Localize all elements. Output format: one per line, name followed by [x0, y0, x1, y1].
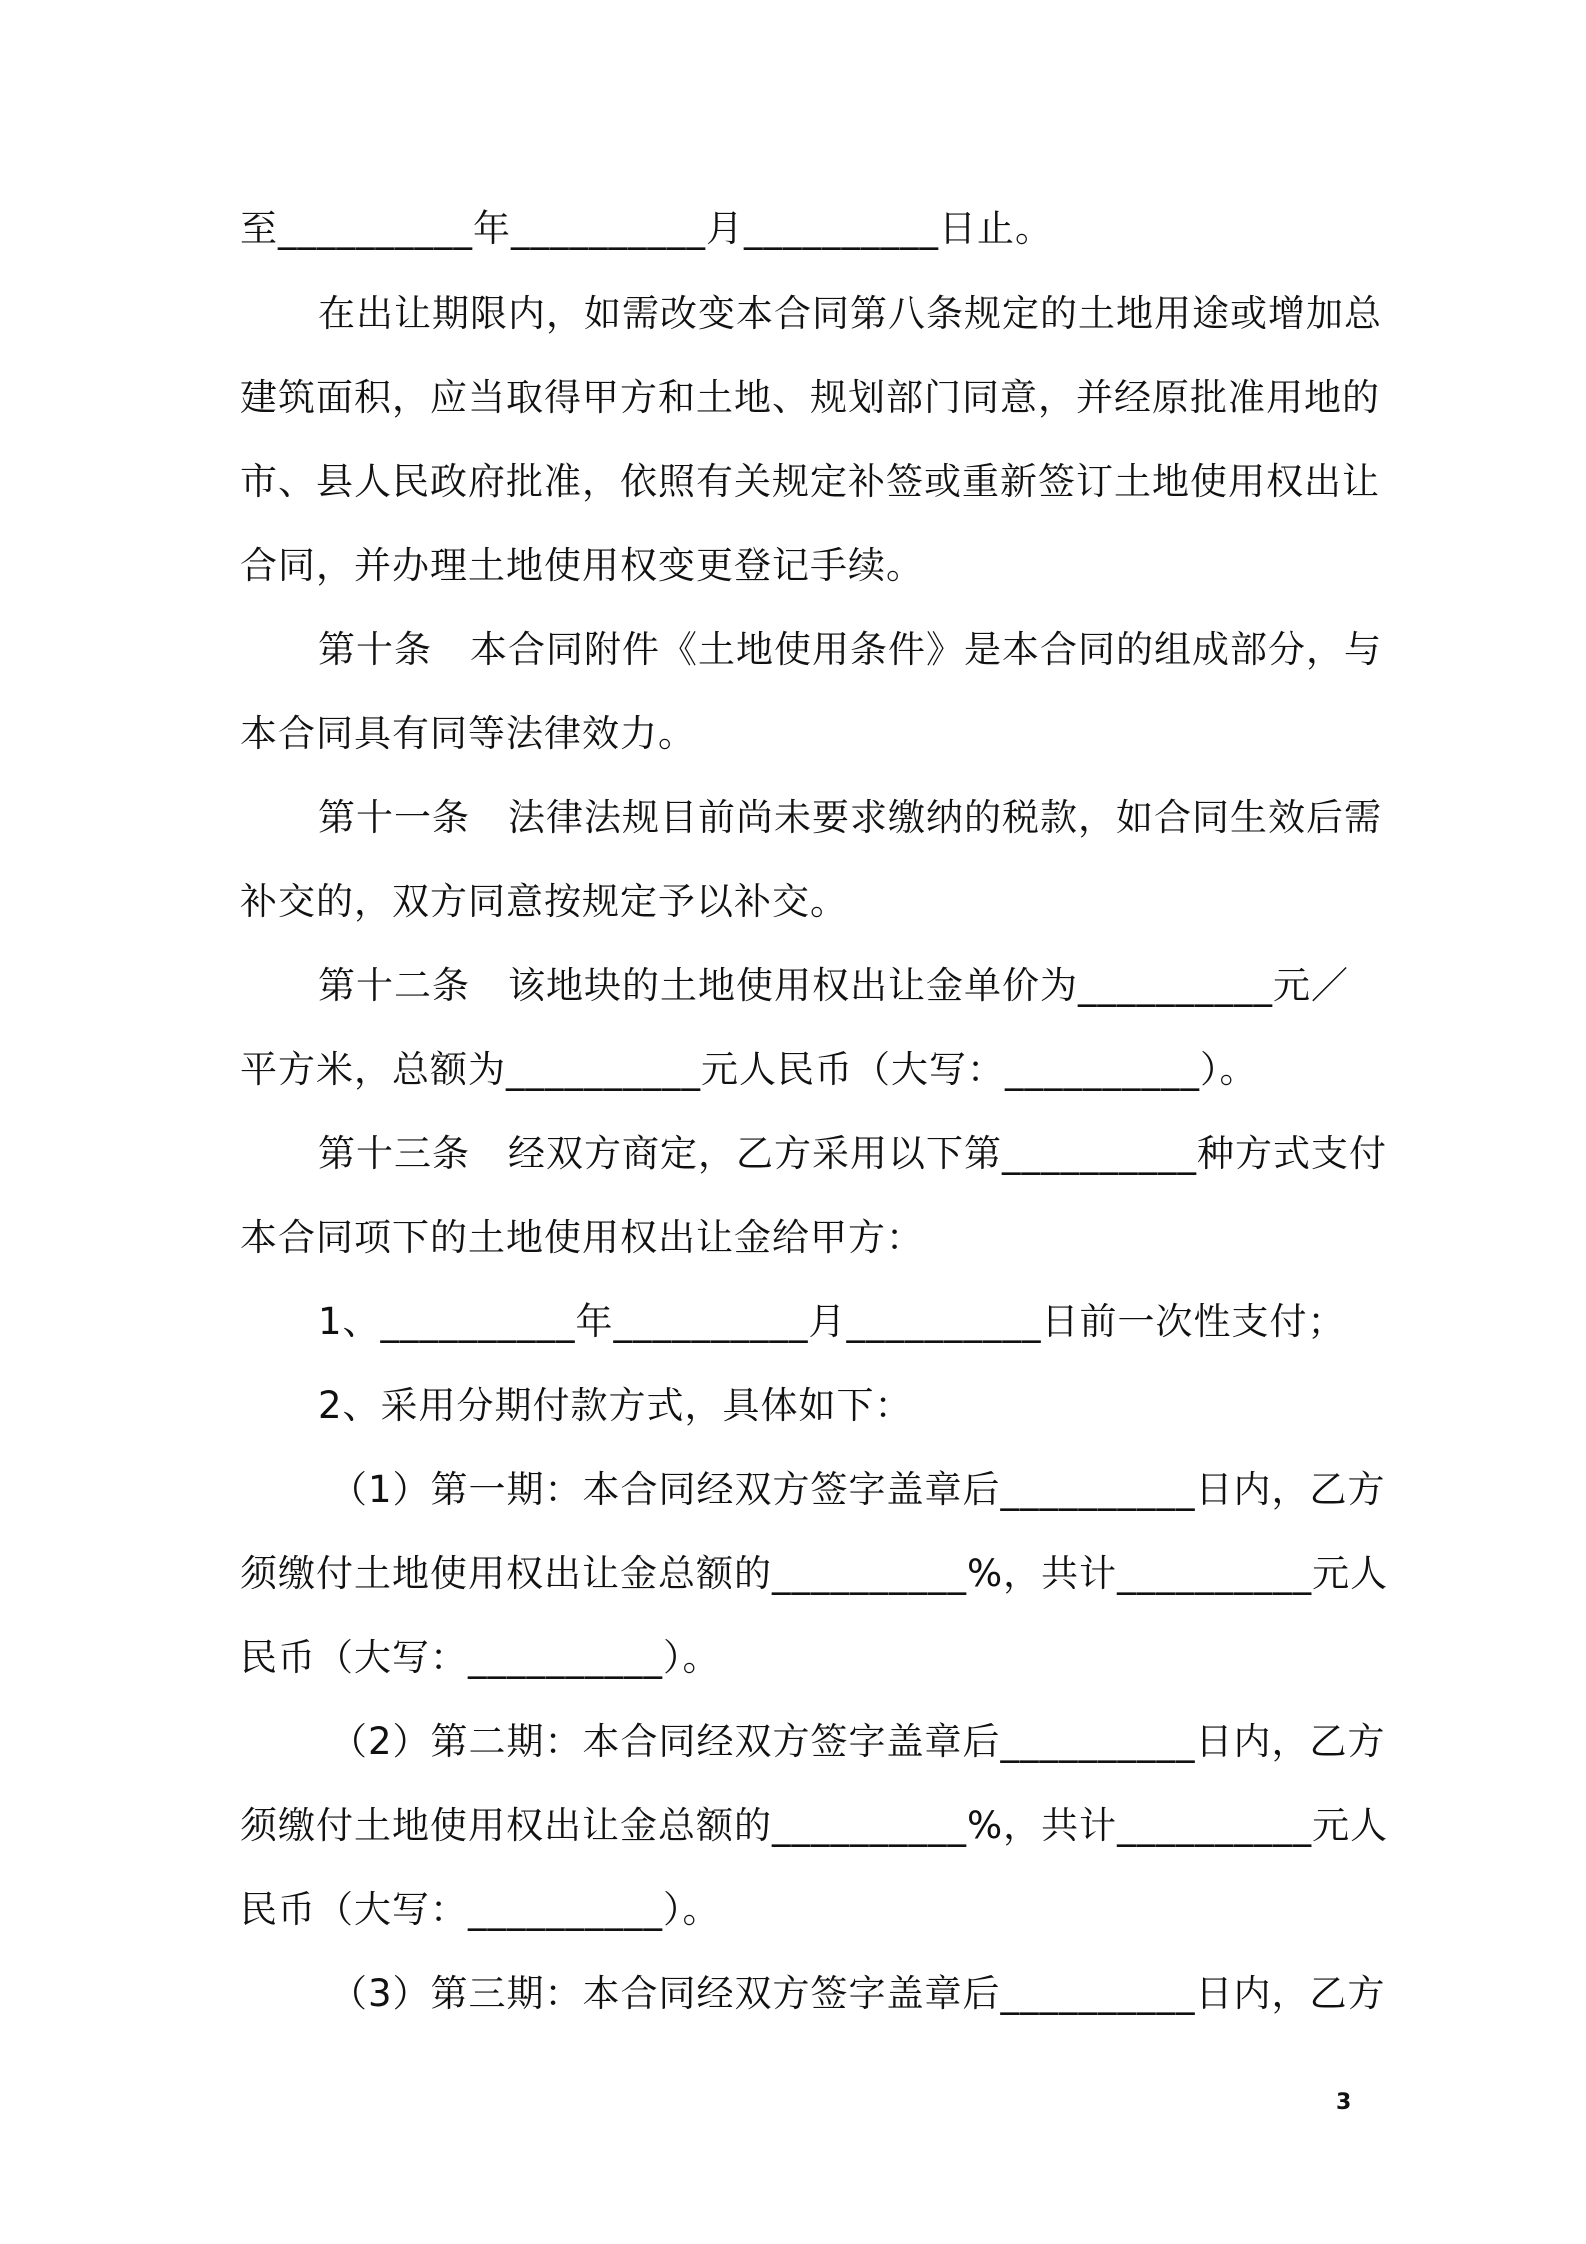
- text-line-article-11-1: 第十一条 法律法规目前尚未要求缴纳的税款，如合同生效后需: [318, 796, 1382, 839]
- text-line-change-use-1: 在出让期限内，如需改变本合同第八条规定的土地用途或增加总: [318, 292, 1382, 335]
- text-line-payment-option-1: 1、__________年__________月__________日前一次性支付；: [318, 1300, 1346, 1343]
- text-line-change-use-3: 市、县人民政府批准，依照有关规定补签或重新签订土地使用权出让: [240, 460, 1380, 503]
- text-line-article-13-2: 本合同项下的土地使用权出让金给甲方：: [240, 1216, 924, 1259]
- page-number: 3: [1336, 2090, 1352, 2115]
- text-line-change-use-2: 建筑面积，应当取得甲方和土地、规划部门同意，并经原批准用地的: [240, 376, 1380, 419]
- text-line-installment-1-a: （1）第一期：本合同经双方签字盖章后__________日内，乙方: [330, 1468, 1386, 1511]
- text-line-term-end: 至__________年__________月__________日止。: [240, 207, 1053, 250]
- text-line-installment-2-b: 须缴付土地使用权出让金总额的__________%，共计__________元人: [240, 1804, 1389, 1847]
- text-line-payment-option-2: 2、采用分期付款方式，具体如下：: [318, 1384, 913, 1427]
- text-line-change-use-4: 合同，并办理土地使用权变更登记手续。: [240, 544, 924, 587]
- text-line-article-10-1: 第十条 本合同附件《土地使用条件》是本合同的组成部分，与: [318, 628, 1382, 671]
- text-line-article-12-2: 平方米，总额为__________元人民币（大写：__________）。: [240, 1048, 1258, 1091]
- text-line-installment-1-b: 须缴付土地使用权出让金总额的__________%，共计__________元人: [240, 1552, 1389, 1595]
- text-line-article-13-1: 第十三条 经双方商定，乙方采用以下第__________种方式支付: [318, 1132, 1387, 1175]
- text-line-installment-1-c: 民币（大写：__________）。: [240, 1636, 721, 1679]
- text-line-installment-2-a: （2）第二期：本合同经双方签字盖章后__________日内，乙方: [330, 1720, 1386, 1763]
- text-line-article-10-2: 本合同具有同等法律效力。: [240, 712, 696, 755]
- text-line-article-12-1: 第十二条 该地块的土地使用权出让金单价为__________元／: [318, 964, 1349, 1007]
- text-line-article-11-2: 补交的，双方同意按规定予以补交。: [240, 880, 848, 923]
- text-line-installment-2-c: 民币（大写：__________）。: [240, 1888, 721, 1931]
- text-line-installment-3-a: （3）第三期：本合同经双方签字盖章后__________日内，乙方: [330, 1972, 1386, 2015]
